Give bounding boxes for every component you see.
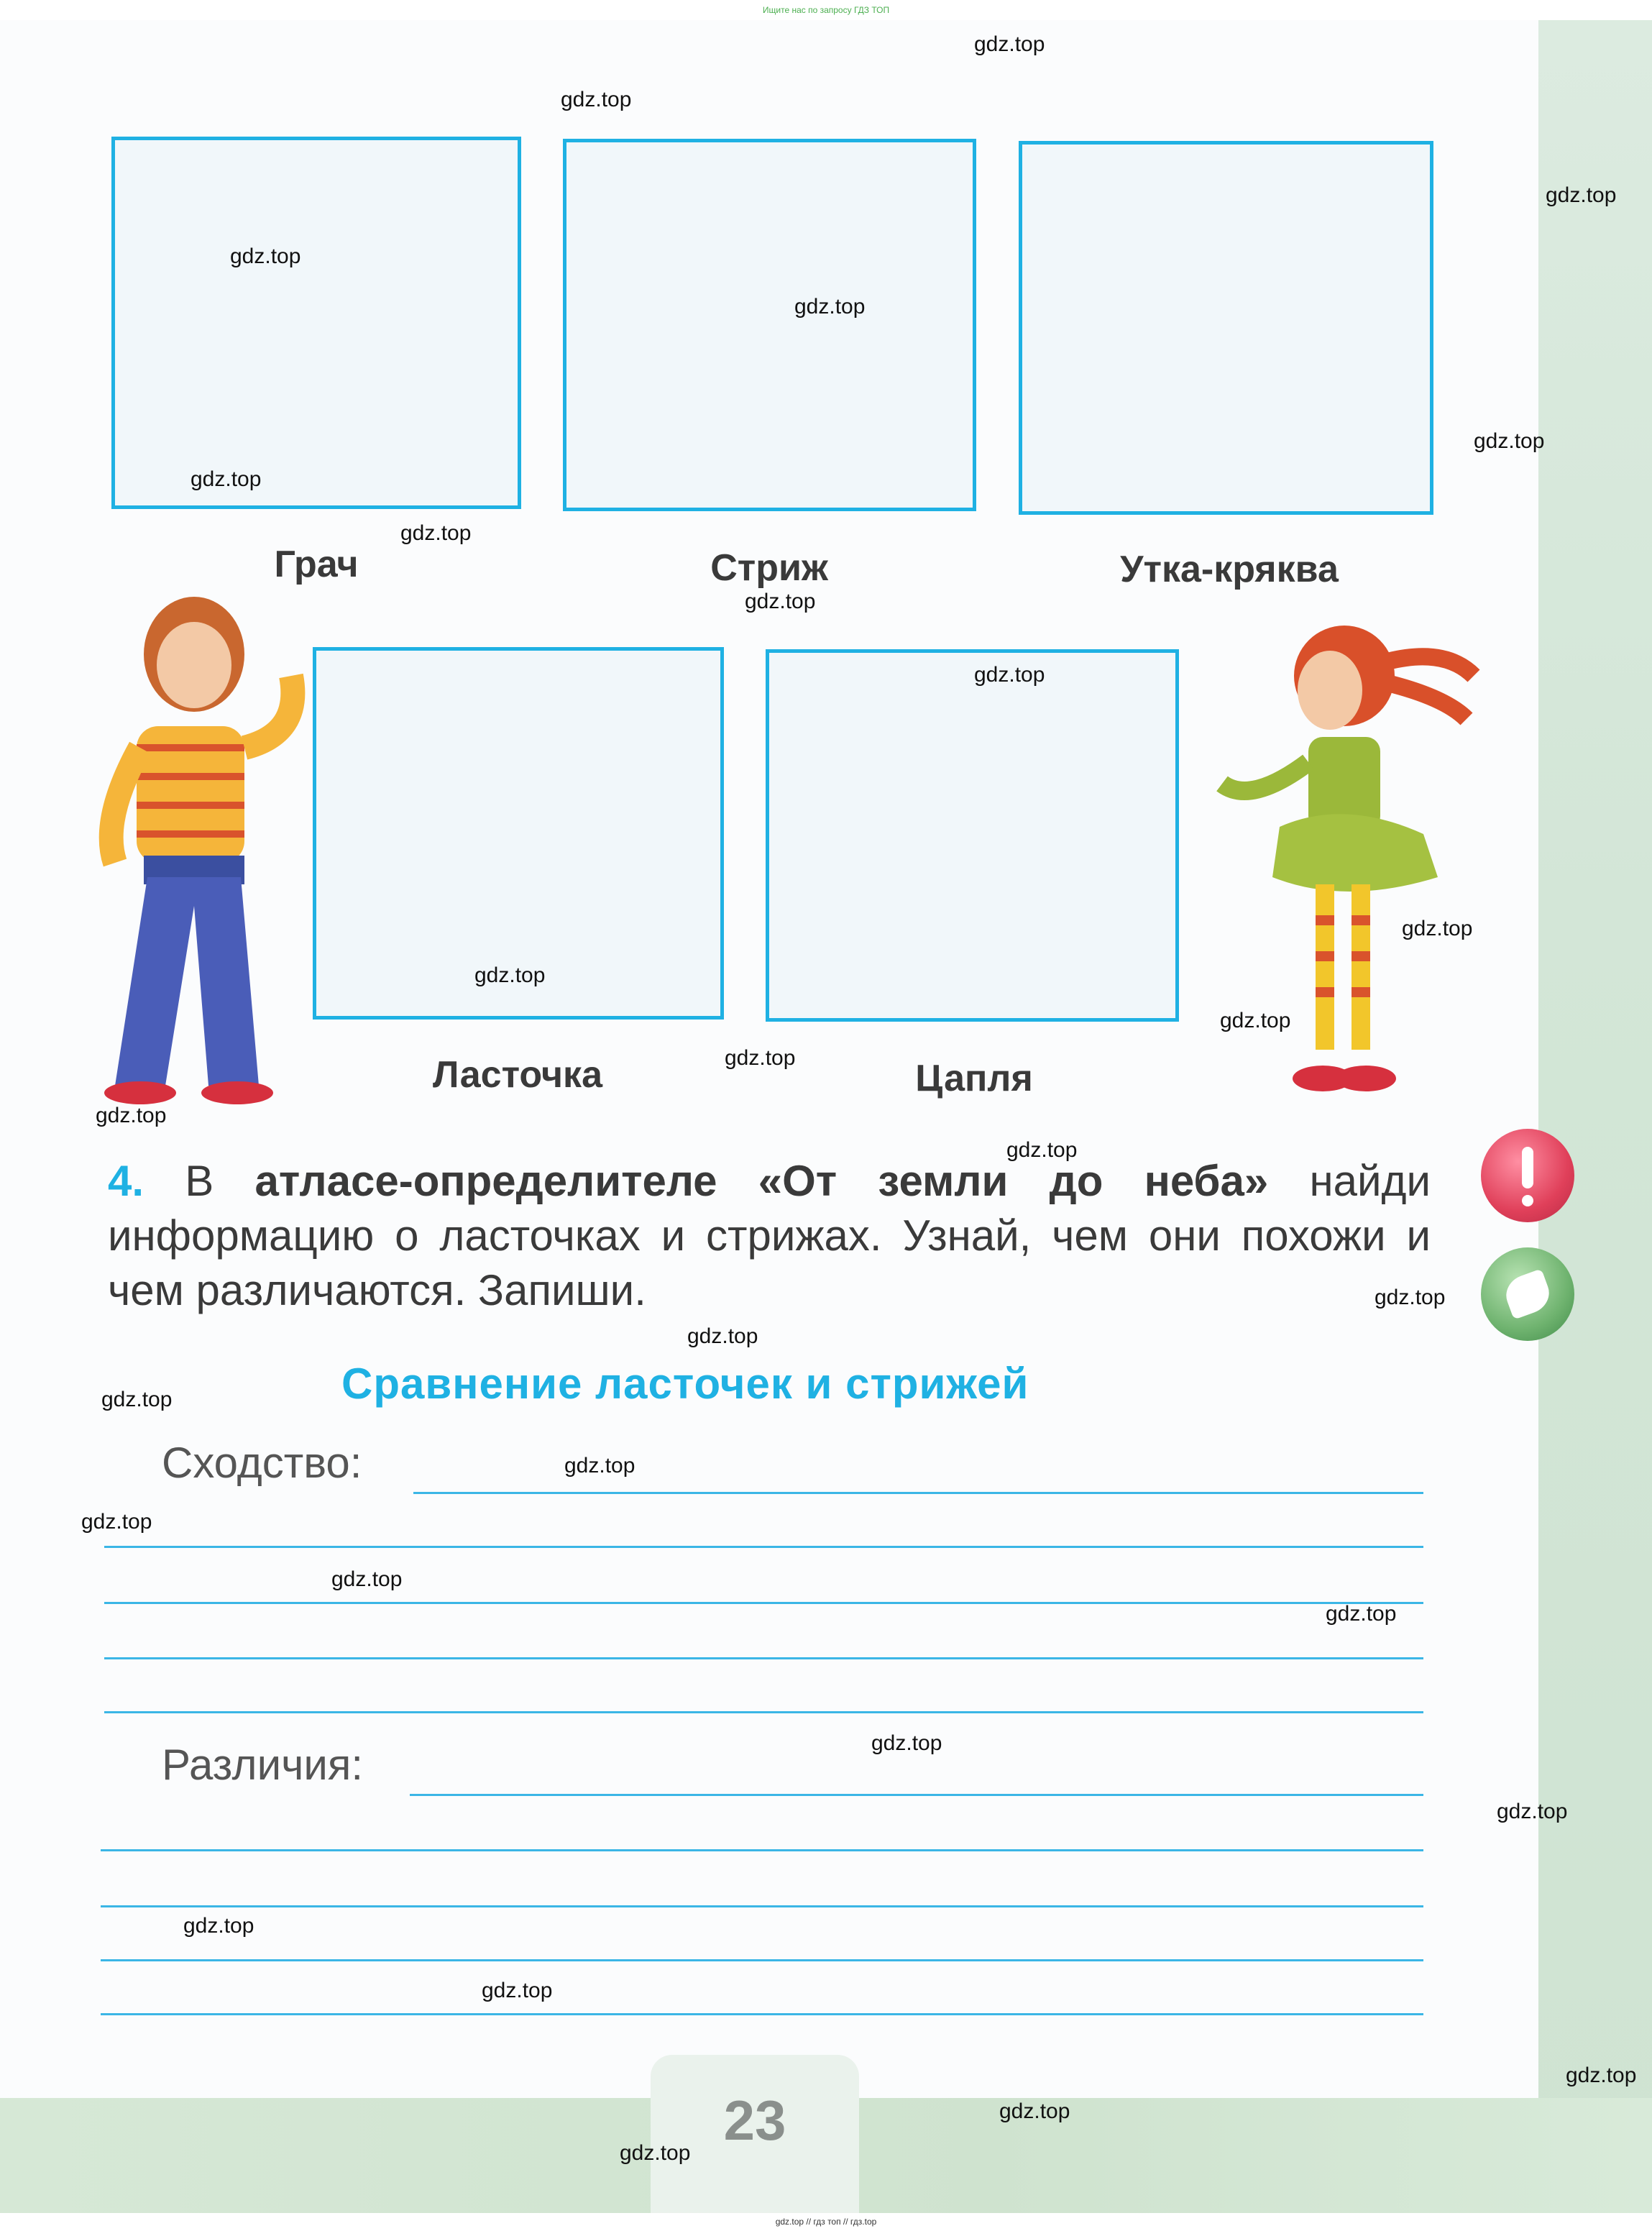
watermark: gdz.top [725, 1046, 796, 1070]
watermark: gdz.top [1566, 2063, 1637, 2087]
comparison-heading: Сравнение ласточек и стрижей [341, 1360, 1029, 1408]
caption-swallow: Ласточка [432, 1054, 602, 1096]
watermark: gdz.top [1375, 1286, 1446, 1309]
bottom-banner: gdz.top // гдз топ // гдз.top [0, 2213, 1652, 2231]
task-4 [108, 1154, 1431, 1318]
bird-drawing-box-swift[interactable] [563, 139, 976, 511]
bird-drawing-box-mallard[interactable] [1019, 141, 1433, 515]
page-number: 23 [723, 2089, 786, 2152]
difference-line-3[interactable] [101, 1905, 1423, 1907]
difference-line-5[interactable] [101, 2013, 1423, 2015]
difference-line-1[interactable] [410, 1794, 1423, 1796]
page-number-tab [651, 2055, 859, 2213]
task-text: найди информацию о ласточках и стрижах. Узнай, чем они похожи и чем различаются. Запиши. [108, 1157, 1431, 1314]
watermark: gdz.top [1497, 1800, 1568, 1823]
watermark: gdz.top [81, 1510, 152, 1534]
task-source: атласе-определителе «От земли до неба» [254, 1157, 1269, 1205]
caption-rook: Грач [274, 544, 359, 585]
attention-icon [1481, 1129, 1574, 1222]
watermark: gdz.top [999, 2099, 1070, 2123]
watermark: gdz.top [564, 1454, 635, 1478]
girl-illustration [1208, 618, 1495, 1114]
caption-swift: Стриж [710, 547, 828, 589]
page-margin-background [1538, 20, 1652, 2213]
similarity-line-2[interactable] [104, 1546, 1423, 1548]
watermark: gdz.top [1326, 1602, 1397, 1626]
difference-line-4[interactable] [101, 1959, 1423, 1961]
difference-label: Различия: [162, 1741, 364, 1789]
watermark: gdz.top [331, 1567, 403, 1591]
watermark: gdz.top [1220, 1009, 1291, 1032]
bird-drawing-box-heron[interactable] [766, 649, 1179, 1022]
task-number: 4. [108, 1157, 144, 1205]
bird-drawing-box-rook[interactable] [111, 137, 521, 509]
watermark: gdz.top [191, 467, 262, 491]
watermark: gdz.top [687, 1324, 758, 1348]
watermark: gdz.top [101, 1388, 173, 1411]
watermark: gdz.top [745, 590, 816, 613]
watermark: gdz.top [183, 1914, 254, 1938]
leaf-icon [1481, 1247, 1574, 1341]
watermark: gdz.top [474, 963, 546, 987]
watermark: gdz.top [482, 1979, 553, 2002]
top-banner: Ищите нас по запросу ГДЗ ТОП [0, 0, 1652, 20]
watermark: gdz.top [230, 244, 301, 268]
boy-illustration [86, 590, 316, 1107]
similarity-label: Сходство: [162, 1439, 362, 1487]
watermark: gdz.top [794, 295, 866, 319]
watermark: gdz.top [400, 521, 472, 545]
watermark: gdz.top [871, 1731, 942, 1755]
task-intro: В [185, 1157, 214, 1205]
watermark: gdz.top [620, 2141, 691, 2165]
watermark: gdz.top [974, 663, 1045, 687]
watermark: gdz.top [561, 88, 632, 111]
similarity-line-1[interactable] [413, 1492, 1423, 1494]
watermark: gdz.top [96, 1104, 167, 1127]
watermark: gdz.top [1474, 429, 1545, 453]
caption-heron: Цапля [915, 1058, 1033, 1099]
watermark: gdz.top [974, 32, 1045, 56]
similarity-line-3[interactable] [104, 1602, 1423, 1604]
similarity-line-5[interactable] [104, 1711, 1423, 1713]
watermark: gdz.top [1546, 183, 1617, 207]
watermark: gdz.top [1006, 1138, 1078, 1162]
caption-mallard: Утка-кряква [1120, 549, 1339, 590]
difference-line-2[interactable] [101, 1849, 1423, 1851]
watermark: gdz.top [1402, 917, 1473, 940]
similarity-line-4[interactable] [104, 1657, 1423, 1659]
